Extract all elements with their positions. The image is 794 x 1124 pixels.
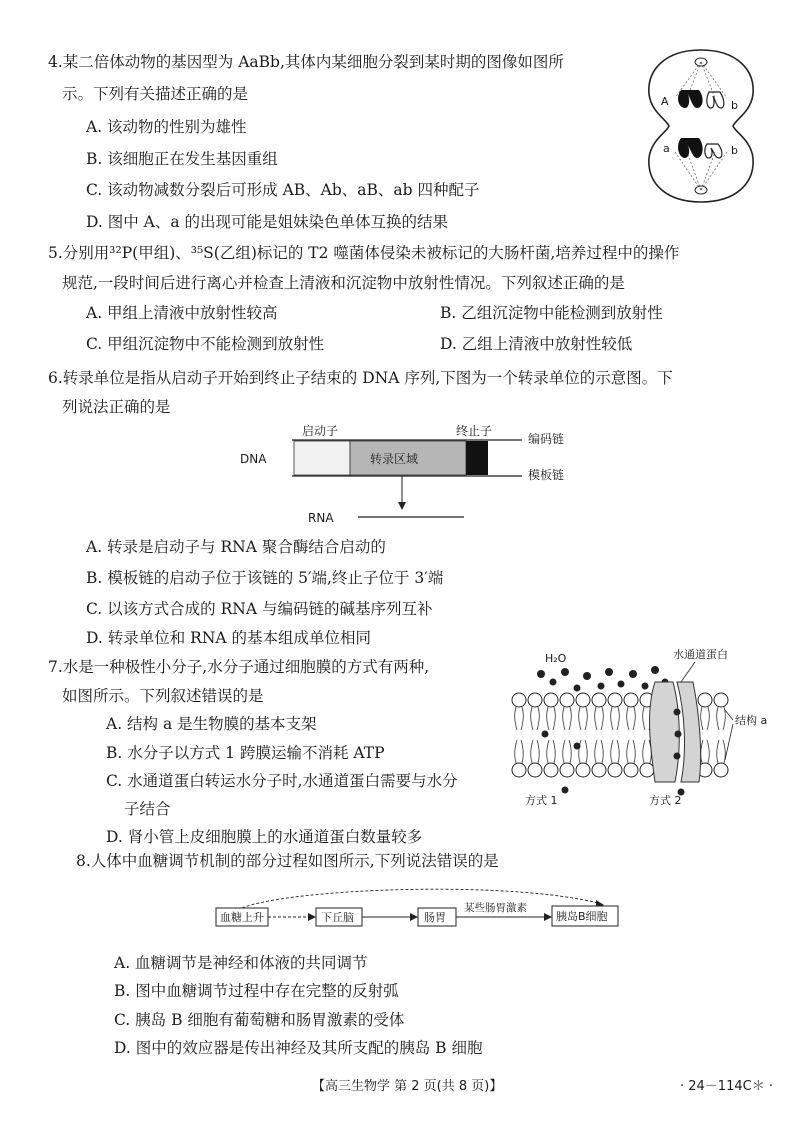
q8-option-b: B. 图中血糖调节过程中存在完整的反射弧 [114, 982, 399, 1000]
q5-option-b: B. 乙组沉淀物中能检测到放射性 [440, 304, 663, 322]
q8-option-c: C. 胰岛 B 细胞有葡萄糖和肠胃激素的受体 [114, 1011, 405, 1029]
q4-label-A: A [661, 95, 669, 108]
q7-stem-line1: 7.水是一种极性小分子,水分子通过细胞膜的方式有两种, [48, 658, 430, 676]
q6-label-coding-strand: 编码链 [528, 432, 565, 446]
q5-option-d: D. 乙组上清液中放射性较低 [440, 335, 633, 353]
q4-option-d: D. 图中 A、a 的出现可能是姐妹染色单体互换的结果 [86, 213, 449, 231]
q8-stem: 8.人体中血糖调节机制的部分过程如图所示,下列说法错误的是 [76, 852, 499, 870]
exam-code: · 24－114C＊ · [680, 1079, 773, 1094]
q8-option-d: D. 图中的效应器是传出神经及其所支配的胰岛 B 细胞 [114, 1039, 483, 1057]
q7-label-mode2: 方式 2 [649, 794, 682, 807]
q4-label-b-lower: b [731, 144, 738, 157]
q6-label-rna: RNA [308, 511, 334, 525]
q8-box-islet-b-cell: 胰岛B细胞 [556, 910, 608, 923]
q6-option-a: A. 转录是启动子与 RNA 聚合酶结合启动的 [86, 538, 386, 556]
q7-option-c-line2: 子结合 [124, 800, 171, 818]
q5-stem-line2: 规范,一段时间后进行离心并检查上清液和沉淀物中放射性情况。下列叙述正确的是 [62, 274, 625, 292]
q5-option-a: A. 甲组上清液中放射性较高 [86, 304, 278, 322]
q4-label-a: a [663, 142, 670, 155]
q7-label-channel-protein: 水通道蛋白 [673, 648, 728, 661]
q6-label-promoter: 启动子 [302, 424, 339, 438]
q6-option-b: B. 模板链的启动子位于该链的 5′端,终止子位于 3′端 [86, 569, 444, 587]
q7-option-c-line1: C. 水通道蛋白转运水分子时,水通道蛋白需要与水分 [106, 772, 458, 790]
q4-label-b-upper: b [731, 99, 738, 112]
q5-option-c: C. 甲组沉淀物中不能检测到放射性 [86, 335, 325, 353]
q6-transcription-unit-figure [230, 418, 590, 536]
q6-option-d: D. 转录单位和 RNA 的基本组成单位相同 [86, 629, 372, 647]
q7-membrane-figure [505, 642, 773, 810]
q8-box-gut: 肠胃 [424, 911, 446, 924]
q4-option-b: B. 该细胞正在发生基因重组 [86, 150, 278, 168]
q7-label-water: H₂O [545, 652, 567, 665]
q8-arrow-label: 某些肠胃激素 [464, 902, 527, 914]
q7-option-d: D. 肾小管上皮细胞膜上的水通道蛋白数量较多 [106, 828, 423, 846]
q4-option-a: A. 该动物的性别为雄性 [86, 118, 247, 136]
q8-box-hypothalamus: 下丘脑 [321, 911, 354, 924]
q7-stem-line2: 如图所示。下列叙述错误的是 [62, 687, 264, 705]
q7-label-structure-a: 结构 a [735, 714, 768, 727]
q4-option-c: C. 该动物减数分裂后可形成 AB、Ab、aB、ab 四种配子 [86, 181, 480, 199]
q6-stem-line2: 列说法正确的是 [62, 398, 171, 416]
q5-stem-line1: 5.分别用³²P(甲组)、³⁵S(乙组)标记的 T2 噬菌体侵染未被标记的大肠杆菌,培养过程中的操作 [48, 244, 680, 262]
page-footer: 【高三生物学 第 2 页(共 8 页)】 [312, 1079, 503, 1094]
q7-option-a: A. 结构 a 是生物膜的基本支架 [106, 715, 317, 733]
q6-label-dna: DNA [240, 452, 267, 466]
q7-option-b: B. 水分子以方式 1 跨膜运输不消耗 ATP [106, 744, 385, 762]
q6-stem-line1: 6.转录单位是指从启动子开始到终止子结束的 DNA 序列,下图为一个转录单位的示意图。下 [48, 369, 673, 387]
q6-label-region: 转录区域 [370, 452, 419, 466]
q8-blood-sugar-figure [212, 884, 624, 934]
q6-label-template-strand: 模板链 [528, 468, 565, 482]
q7-label-mode1: 方式 1 [525, 794, 558, 807]
q8-box-blood-sugar: 血糖上升 [220, 911, 264, 924]
q4-stem-line1: 4.某二倍体动物的基因型为 AaBb,其体内某细胞分裂到某时期的图像如图所 [48, 53, 564, 71]
q4-cell-division-figure [645, 46, 757, 206]
q8-option-a: A. 血糖调节是神经和体液的共同调节 [114, 954, 368, 972]
q6-label-terminator: 终止子 [456, 424, 493, 438]
q4-stem-line2: 示。下列有关描述正确的是 [62, 85, 249, 103]
q6-option-c: C. 以该方式合成的 RNA 与编码链的碱基序列互补 [86, 600, 433, 618]
